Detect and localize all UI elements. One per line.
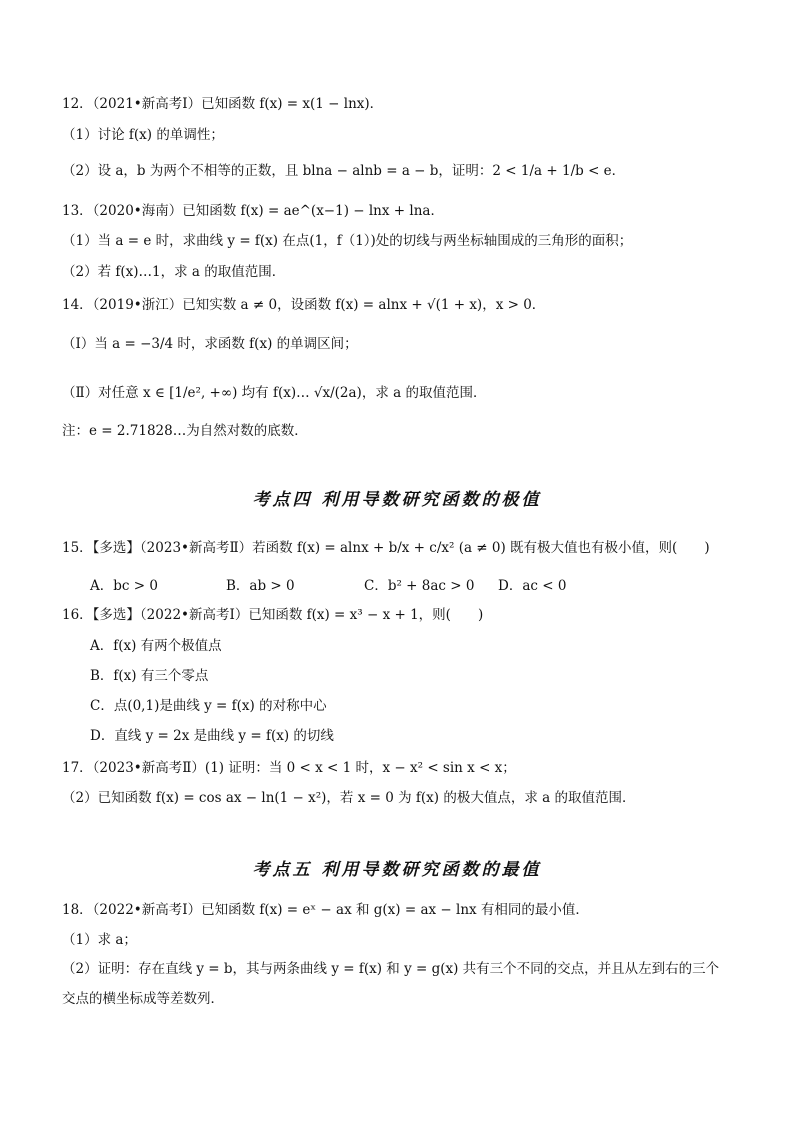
problem-15-option-d: D．ac < 0 [498, 578, 567, 594]
section-4-heading: 考点四 利用导数研究函数的极值 [252, 490, 542, 510]
problem-18-stem: 18．（2022•新高考Ⅰ）已知函数 f(x) = eˣ − ax 和 g(x) = ax − lnx 有相同的最小值． [62, 902, 589, 918]
problem-14-note: 注：e = 2.71828…为自然对数的底数． [62, 423, 308, 439]
problem-17-part2: （2）已知函数 f(x) = cos ax − ln(1 − x²)，若 x = 0 为 f(x) 的极大值点，求 a 的取值范围． [62, 790, 636, 806]
problem-18-part2-line2: 交点的横坐标成等差数列． [62, 991, 224, 1007]
problem-16-stem: 16．【多选】（2022•新高考Ⅰ）已知函数 f(x) = x³ − x + 1，则( ) [62, 607, 484, 623]
problem-16-option-c: C．点(0,1)是曲线 y = f(x) 的对称中心 [90, 698, 327, 714]
problem-15-option-b: B．ab > 0 [226, 578, 295, 594]
problem-13-part2: （2）若 f(x)…1，求 a 的取值范围． [62, 264, 286, 280]
problem-12-part2: （2）设 a，b 为两个不相等的正数，且 blna − alnb = a − b，证明：2 < 1/a + 1/b < e． [62, 163, 626, 179]
problem-13-part1: （1）当 a = e 时，求曲线 y = f(x) 在点(1，f（1）)处的切线与两坐标轴围成的三角形的面积； [62, 233, 633, 249]
problem-17-stem: 17．（2023•新高考Ⅱ）(1) 证明：当 0 < x < 1 时，x − x² < sin x < x； [62, 760, 516, 776]
problem-16-option-b: B．f(x) 有三个零点 [90, 668, 209, 684]
problem-12-stem: 12．（2021•新高考Ⅰ）已知函数 f(x) = x(1 − lnx)． [62, 96, 384, 112]
problem-16-option-a: A．f(x) 有两个极值点 [90, 638, 222, 654]
problem-13-stem: 13．（2020•海南）已知函数 f(x) = ae^(x−1) − lnx + lna． [62, 203, 444, 219]
problem-14-stem: 14．（2019•浙江）已知实数 a ≠ 0，设函数 f(x) = alnx + √(1 + x)，x > 0． [62, 297, 546, 313]
problem-15-options [90, 576, 650, 596]
problem-15-option-a: A．bc > 0 [90, 578, 158, 594]
problem-14-part2: （Ⅱ）对任意 x ∈ [1/e², +∞) 均有 f(x)… √x/(2a)，求 a 的取值范围． [62, 385, 487, 401]
problem-16-option-d: D．直线 y = 2x 是曲线 y = f(x) 的切线 [90, 728, 334, 744]
problem-12-part1: （1）讨论 f(x) 的单调性； [62, 127, 224, 143]
problem-18-part2-line1: （2）证明：存在直线 y = b，其与两条曲线 y = f(x) 和 y = g(x) 共有三个不同的交点，并且从左到右的三个 [62, 961, 720, 977]
problem-18-part1: （1）求 a； [62, 932, 137, 948]
problem-14-part1: （Ⅰ）当 a = −3/4 时，求函数 f(x) 的单调区间； [62, 336, 358, 352]
problem-15-stem: 15．【多选】（2023•新高考Ⅱ）若函数 f(x) = alnx + b/x + c/x² (a ≠ 0) 既有极大值也有极小值，则( ) [62, 540, 710, 556]
problem-15-option-c: C．b² + 8ac > 0 [364, 578, 475, 594]
section-5-heading: 考点五 利用导数研究函数的最值 [252, 860, 542, 880]
